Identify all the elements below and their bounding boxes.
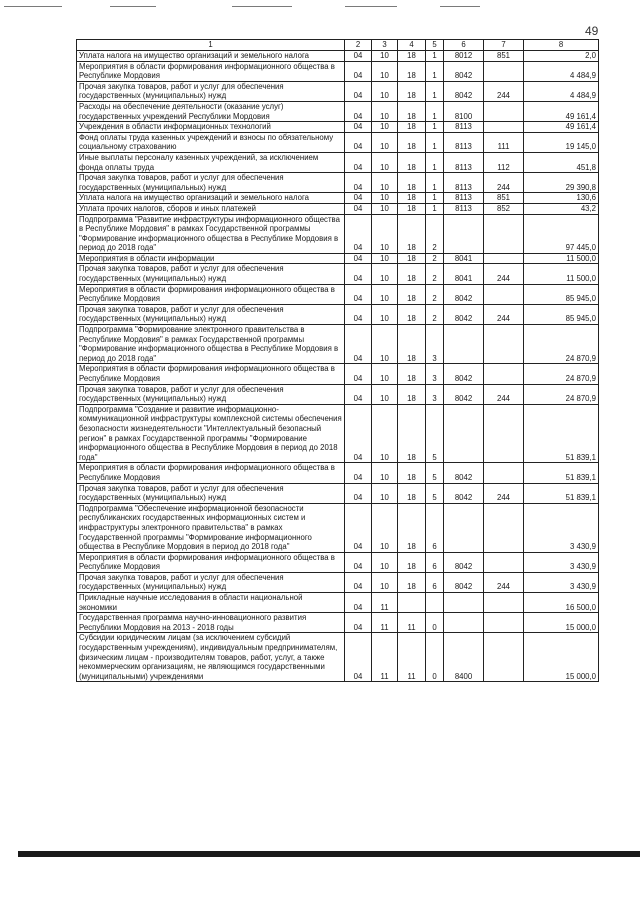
row-code: 10: [372, 81, 398, 101]
row-code: 18: [398, 51, 426, 62]
row-code: 244: [484, 304, 524, 324]
row-code: 8100: [444, 101, 484, 121]
row-code: 6: [426, 503, 444, 552]
row-code: [484, 364, 524, 384]
row-code: 10: [372, 152, 398, 172]
row-code: 8041: [444, 264, 484, 284]
row-code: 04: [345, 384, 372, 404]
row-code: 04: [345, 572, 372, 592]
row-description: Подпрограмма "Создание и развитие информационно-коммуникационной инфраструктуры комплексной системы обеспечения безопасности жизнедеятельности "Интеллектуальный безопасный регион" в рамках Государственной программы "Формирование информационного общества в Республике Мордовия в период до 2018 года": [77, 404, 345, 463]
row-description: Подпрограмма "Формирование электронного правительства в Республике Мордовия" в рамках Государственной программы "Формирование информационного общества в Республике Мордовия в период до 2018 года": [77, 325, 345, 364]
row-code: 04: [345, 364, 372, 384]
row-description: Мероприятия в области формирования информационного общества в Республике Мордовия: [77, 463, 345, 483]
row-amount: 16 500,0: [524, 593, 599, 613]
row-code: 10: [372, 173, 398, 193]
row-code: [484, 122, 524, 133]
row-amount: 3 430,9: [524, 552, 599, 572]
table-row: [77, 463, 599, 483]
row-description: Мероприятия в области формирования информационного общества в Республике Мордовия: [77, 284, 345, 304]
row-code: 18: [398, 61, 426, 81]
row-code: 5: [426, 463, 444, 483]
row-description: Учреждения в области информационных технологий: [77, 122, 345, 133]
row-code: [484, 284, 524, 304]
row-description: Расходы на обеспечение деятельности (оказание услуг) государственных учреждений Республики Мордовия: [77, 101, 345, 121]
row-amount: 51 839,1: [524, 463, 599, 483]
row-code: 1: [426, 203, 444, 214]
row-amount: 2,0: [524, 51, 599, 62]
row-description: Мероприятия в области формирования информационного общества в Республике Мордовия: [77, 552, 345, 572]
row-code: 8113: [444, 203, 484, 214]
row-amount: 19 145,0: [524, 132, 599, 152]
row-description: Мероприятия в области формирования информационного общества в Республике Мордовия: [77, 364, 345, 384]
row-amount: 24 870,9: [524, 364, 599, 384]
row-code: [444, 503, 484, 552]
row-code: 10: [372, 284, 398, 304]
row-code: 04: [345, 593, 372, 613]
row-amount: 49 161,4: [524, 122, 599, 133]
row-code: 10: [372, 214, 398, 253]
row-description: Уплата налога на имущество организаций и земельного налога: [77, 193, 345, 204]
row-code: 244: [484, 264, 524, 284]
row-code: 8042: [444, 572, 484, 592]
row-code: [444, 404, 484, 463]
row-code: 10: [372, 203, 398, 214]
row-code: 8113: [444, 152, 484, 172]
table-row: [77, 214, 599, 253]
row-code: [426, 593, 444, 613]
row-code: 04: [345, 101, 372, 121]
table-body: [77, 51, 599, 682]
table-row: [77, 253, 599, 264]
row-amount: 49 161,4: [524, 101, 599, 121]
table-row: [77, 404, 599, 463]
row-code: 04: [345, 264, 372, 284]
row-description: Прочая закупка товаров, работ и услуг для обеспечения государственных (муниципальных) нужд: [77, 483, 345, 503]
row-amount: 3 430,9: [524, 572, 599, 592]
row-code: 04: [345, 552, 372, 572]
row-description: Мероприятия в области информации: [77, 253, 345, 264]
row-code: 18: [398, 203, 426, 214]
row-code: 11: [372, 613, 398, 633]
row-code: 04: [345, 284, 372, 304]
row-description: Подпрограмма "Развитие инфраструктуры информационного общества в Республике Мордовия" в рамках Государственной программы "Формирование информационного общества в Республике Мордовия в период до 2018 года": [77, 214, 345, 253]
row-description: Прикладные научные исследования в области национальной экономики: [77, 593, 345, 613]
row-code: 1: [426, 152, 444, 172]
row-code: 8113: [444, 122, 484, 133]
table-row: [77, 572, 599, 592]
row-code: 2: [426, 284, 444, 304]
row-code: 18: [398, 364, 426, 384]
row-code: 2: [426, 214, 444, 253]
row-code: 18: [398, 122, 426, 133]
table-row: [77, 264, 599, 284]
column-header: 7: [484, 40, 524, 51]
table-row: [77, 203, 599, 214]
table-row: [77, 304, 599, 324]
row-code: 04: [345, 122, 372, 133]
row-code: 1: [426, 61, 444, 81]
row-code: 8042: [444, 463, 484, 483]
row-code: 1: [426, 81, 444, 101]
row-code: 1: [426, 193, 444, 204]
row-code: 18: [398, 284, 426, 304]
row-code: [484, 61, 524, 81]
table-row: [77, 593, 599, 613]
table-row: [77, 132, 599, 152]
row-code: 18: [398, 304, 426, 324]
row-description: Иные выплаты персоналу казенных учреждений, за исключением фонда оплаты труда: [77, 152, 345, 172]
row-code: 8400: [444, 633, 484, 682]
row-code: 244: [484, 483, 524, 503]
row-code: 04: [345, 193, 372, 204]
table-row: [77, 613, 599, 633]
row-code: [444, 593, 484, 613]
row-code: [484, 593, 524, 613]
row-amount: 51 839,1: [524, 404, 599, 463]
row-code: 18: [398, 552, 426, 572]
row-amount: 15 000,0: [524, 613, 599, 633]
row-amount: 11 500,0: [524, 253, 599, 264]
row-code: 10: [372, 264, 398, 284]
row-code: [484, 404, 524, 463]
table-row: [77, 284, 599, 304]
row-code: 852: [484, 203, 524, 214]
row-description: Прочая закупка товаров, работ и услуг для обеспечения государственных (муниципальных) нужд: [77, 81, 345, 101]
table-row: [77, 552, 599, 572]
row-code: 244: [484, 384, 524, 404]
row-code: 04: [345, 132, 372, 152]
column-header: 4: [398, 40, 426, 51]
row-code: 3: [426, 364, 444, 384]
row-code: [444, 214, 484, 253]
row-code: 18: [398, 463, 426, 483]
row-code: 11: [398, 613, 426, 633]
row-code: 04: [345, 253, 372, 264]
row-code: 8113: [444, 132, 484, 152]
row-code: [484, 633, 524, 682]
row-description: Уплата налога на имущество организаций и земельного налога: [77, 51, 345, 62]
table-row: [77, 122, 599, 133]
row-code: 5: [426, 483, 444, 503]
row-code: 18: [398, 132, 426, 152]
row-description: Фонд оплаты труда казенных учреждений и взносы по обязательному социальному страхованию: [77, 132, 345, 152]
table-row: [77, 503, 599, 552]
row-code: 111: [484, 132, 524, 152]
table-header-row: [77, 40, 599, 51]
table-row: [77, 51, 599, 62]
column-header: 5: [426, 40, 444, 51]
row-code: 8042: [444, 284, 484, 304]
row-code: 2: [426, 253, 444, 264]
row-amount: 24 870,9: [524, 384, 599, 404]
row-code: 8113: [444, 173, 484, 193]
row-code: 04: [345, 214, 372, 253]
row-code: 8042: [444, 364, 484, 384]
row-code: 11: [372, 633, 398, 682]
row-code: 10: [372, 304, 398, 324]
table-row: [77, 483, 599, 503]
row-code: 1: [426, 101, 444, 121]
row-description: Прочая закупка товаров, работ и услуг для обеспечения государственных (муниципальных) нужд: [77, 572, 345, 592]
row-code: 10: [372, 51, 398, 62]
row-code: 244: [484, 572, 524, 592]
row-code: [484, 214, 524, 253]
row-code: 10: [372, 101, 398, 121]
row-code: 04: [345, 613, 372, 633]
row-code: 0: [426, 613, 444, 633]
row-code: 5: [426, 404, 444, 463]
row-description: Мероприятия в области формирования информационного общества в Республике Мордовия: [77, 61, 345, 81]
row-code: 244: [484, 173, 524, 193]
table-row: [77, 173, 599, 193]
row-code: 8041: [444, 253, 484, 264]
row-code: 10: [372, 122, 398, 133]
row-code: 1: [426, 132, 444, 152]
row-code: 18: [398, 264, 426, 284]
row-code: 10: [372, 552, 398, 572]
row-amount: 4 484,9: [524, 81, 599, 101]
row-code: 04: [345, 203, 372, 214]
row-code: [398, 593, 426, 613]
row-code: 1: [426, 51, 444, 62]
row-code: 18: [398, 483, 426, 503]
row-description: Государственная программа научно-инновационного развития Республики Мордовия на 2013 - 2018 годы: [77, 613, 345, 633]
row-code: 244: [484, 81, 524, 101]
row-code: 18: [398, 173, 426, 193]
row-code: 18: [398, 81, 426, 101]
row-code: 8012: [444, 51, 484, 62]
row-code: 8042: [444, 384, 484, 404]
column-header: 2: [345, 40, 372, 51]
row-code: 18: [398, 214, 426, 253]
row-description: Прочая закупка товаров, работ и услуг для обеспечения государственных (муниципальных) нужд: [77, 173, 345, 193]
table-row: [77, 325, 599, 364]
row-code: 10: [372, 253, 398, 264]
table-row: [77, 384, 599, 404]
row-amount: 43,2: [524, 203, 599, 214]
row-code: 04: [345, 173, 372, 193]
row-code: 18: [398, 404, 426, 463]
row-code: 04: [345, 61, 372, 81]
row-code: 851: [484, 193, 524, 204]
row-code: 04: [345, 81, 372, 101]
row-code: 18: [398, 101, 426, 121]
row-code: 10: [372, 483, 398, 503]
row-code: 11: [398, 633, 426, 682]
row-code: [484, 101, 524, 121]
row-code: 2: [426, 264, 444, 284]
row-code: 18: [398, 325, 426, 364]
row-code: 10: [372, 364, 398, 384]
row-code: 3: [426, 384, 444, 404]
row-code: 8113: [444, 193, 484, 204]
column-header: 3: [372, 40, 398, 51]
row-amount: 29 390,8: [524, 173, 599, 193]
scan-bottom-band: [18, 851, 640, 857]
row-code: 8042: [444, 81, 484, 101]
row-code: 8042: [444, 304, 484, 324]
row-code: 11: [372, 593, 398, 613]
row-description: Субсидии юридическим лицам (за исключением субсидий государственным учреждениям), индивидуальным предпринимателям, физическим лицам - производителям товаров, работ, услуг, а также некоммерческим организациям, не являющимся государственными (муниципальными) учреждениями: [77, 633, 345, 682]
row-code: 04: [345, 463, 372, 483]
table-row: [77, 364, 599, 384]
row-description: Уплата прочих налогов, сборов и иных платежей: [77, 203, 345, 214]
row-description: Прочая закупка товаров, работ и услуг для обеспечения государственных (муниципальных) нужд: [77, 264, 345, 284]
row-code: 18: [398, 572, 426, 592]
row-code: [484, 503, 524, 552]
row-code: 04: [345, 483, 372, 503]
table-row: [77, 101, 599, 121]
budget-table: [76, 39, 599, 682]
row-code: [484, 552, 524, 572]
row-amount: 24 870,9: [524, 325, 599, 364]
row-code: 10: [372, 463, 398, 483]
row-code: [484, 463, 524, 483]
table-row: [77, 61, 599, 81]
row-code: 18: [398, 503, 426, 552]
row-code: 851: [484, 51, 524, 62]
table-row: [77, 81, 599, 101]
row-code: 10: [372, 132, 398, 152]
row-amount: 130,6: [524, 193, 599, 204]
table-row: [77, 633, 599, 682]
row-code: 04: [345, 404, 372, 463]
row-code: [444, 325, 484, 364]
row-code: [484, 325, 524, 364]
row-code: 8042: [444, 483, 484, 503]
row-code: 18: [398, 253, 426, 264]
scan-edge-marks: [0, 6, 640, 8]
row-code: 18: [398, 152, 426, 172]
row-code: 6: [426, 572, 444, 592]
row-code: 10: [372, 193, 398, 204]
row-amount: 97 445,0: [524, 214, 599, 253]
row-code: 18: [398, 384, 426, 404]
row-code: 04: [345, 503, 372, 552]
column-header: 6: [444, 40, 484, 51]
row-amount: 85 945,0: [524, 284, 599, 304]
row-code: 10: [372, 404, 398, 463]
table-row: [77, 193, 599, 204]
row-code: [484, 253, 524, 264]
row-code: 10: [372, 384, 398, 404]
row-description: Прочая закупка товаров, работ и услуг для обеспечения государственных (муниципальных) нужд: [77, 304, 345, 324]
row-code: 04: [345, 51, 372, 62]
row-code: 04: [345, 304, 372, 324]
row-code: 10: [372, 572, 398, 592]
row-description: Прочая закупка товаров, работ и услуг для обеспечения государственных (муниципальных) нужд: [77, 384, 345, 404]
row-code: [484, 613, 524, 633]
row-code: 3: [426, 325, 444, 364]
row-description: Подпрограмма "Обеспечение информационной безопасности республиканских государственных информационных систем и инфраструктуры электронного правительства" в рамках Государственной программы "Формирование информационного общества в Республике Мордовия в период до 2018 года": [77, 503, 345, 552]
column-header: 8: [524, 40, 599, 51]
row-code: 04: [345, 633, 372, 682]
row-code: 04: [345, 152, 372, 172]
row-code: 04: [345, 325, 372, 364]
row-code: 8042: [444, 61, 484, 81]
row-amount: 51 839,1: [524, 483, 599, 503]
row-code: 112: [484, 152, 524, 172]
row-code: 18: [398, 193, 426, 204]
row-amount: 451,8: [524, 152, 599, 172]
row-code: 6: [426, 552, 444, 572]
row-amount: 85 945,0: [524, 304, 599, 324]
row-code: 10: [372, 503, 398, 552]
row-amount: 4 484,9: [524, 61, 599, 81]
row-amount: 11 500,0: [524, 264, 599, 284]
row-code: 10: [372, 325, 398, 364]
row-code: 1: [426, 173, 444, 193]
row-code: 0: [426, 633, 444, 682]
row-code: 2: [426, 304, 444, 324]
column-header: 1: [77, 40, 345, 51]
row-code: 8042: [444, 552, 484, 572]
row-code: [444, 613, 484, 633]
row-amount: 15 000,0: [524, 633, 599, 682]
row-amount: 3 430,9: [524, 503, 599, 552]
row-code: 1: [426, 122, 444, 133]
row-code: 10: [372, 61, 398, 81]
page-number: 49: [585, 24, 599, 38]
table-row: [77, 152, 599, 172]
